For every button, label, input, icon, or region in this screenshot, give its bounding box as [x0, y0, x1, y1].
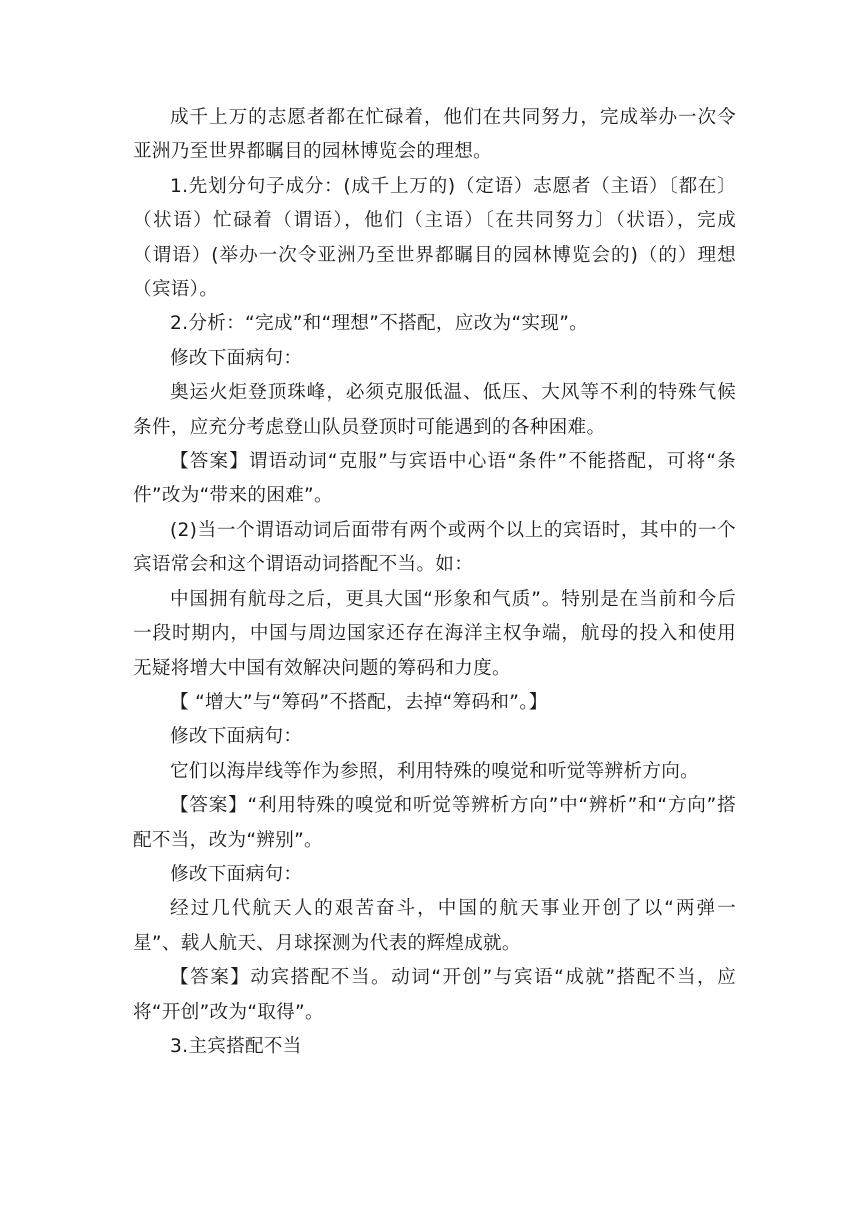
paragraph-exercise-prompt: 修改下面病句：	[170, 863, 303, 885]
paragraph-example-sentence: 成千上万的志愿者都在忙碌着，他们在共同努力，完成举办一次令亚洲乃至世界都瞩目的园林博览会的理想。	[133, 107, 736, 163]
paragraph-bracket-note: 【 “增大”与“筹码”不搭配，去掉“筹码和”。】	[170, 691, 548, 713]
paragraph-answer: 【答案】谓语动词“克服”与宾语中心语“条件”不能搭配，可将“条件”改为“带来的困难”。	[133, 451, 736, 507]
paragraph-exercise-prompt: 修改下面病句：	[170, 347, 303, 369]
paragraph-section-heading: 3.主宾搭配不当	[170, 1035, 302, 1057]
paragraph-exercise-sentence: 奥运火炬登顶珠峰，必须克服低温、低压、大风等不利的特殊气候条件，应充分考虑登山队员登顶时可能遇到的各种困难。	[133, 382, 736, 438]
paragraph-example-sentence: 中国拥有航母之后，更具大国“形象和气质”。特别是在当前和今后一段时期内，中国与周边国家还存在海洋主权争端，航母的投入和使用无疑将增大中国有效解决问题的筹码和力度。	[133, 588, 736, 679]
paragraph-exercise-sentence: 经过几代航天人的艰苦奋斗，中国的航天事业开创了以“两弹一星”、载人航天、月球探测为代表的辉煌成就。	[133, 898, 736, 954]
paragraph-answer: 【答案】“利用特殊的嗅觉和听觉等辨析方向”中“辨析”和“方向”搭配不当，改为“辨别”。	[133, 795, 736, 851]
paragraph-exercise-sentence: 它们以海岸线等作为参照，利用特殊的嗅觉和听觉等辨析方向。	[170, 760, 700, 782]
paragraph-rule: (2)当一个谓语动词后面带有两个或两个以上的宾语时，其中的一个宾语常会和这个谓语动词搭配不当。如：	[133, 519, 736, 576]
paragraph-analysis: 2.分析：“完成”和“理想”不搭配，应改为“实现”。	[170, 313, 589, 335]
document-body	[133, 101, 736, 1064]
paragraph-exercise-prompt: 修改下面病句：	[170, 726, 303, 748]
paragraph-component-analysis: 1.先划分句子成分：(成千上万的)（定语）志愿者（主语）〔都在〕（状语）忙碌着（谓语），他们（主语）〔在共同努力〕（状语），完成（谓语）(举办一次令亚洲乃至世界都瞩目的园林博览会的)（的）理想（宾语）。	[133, 175, 736, 301]
paragraph-answer: 【答案】动宾搭配不当。动词“开创”与宾语“成就”搭配不当，应将“开创”改为“取得”。	[133, 967, 736, 1023]
